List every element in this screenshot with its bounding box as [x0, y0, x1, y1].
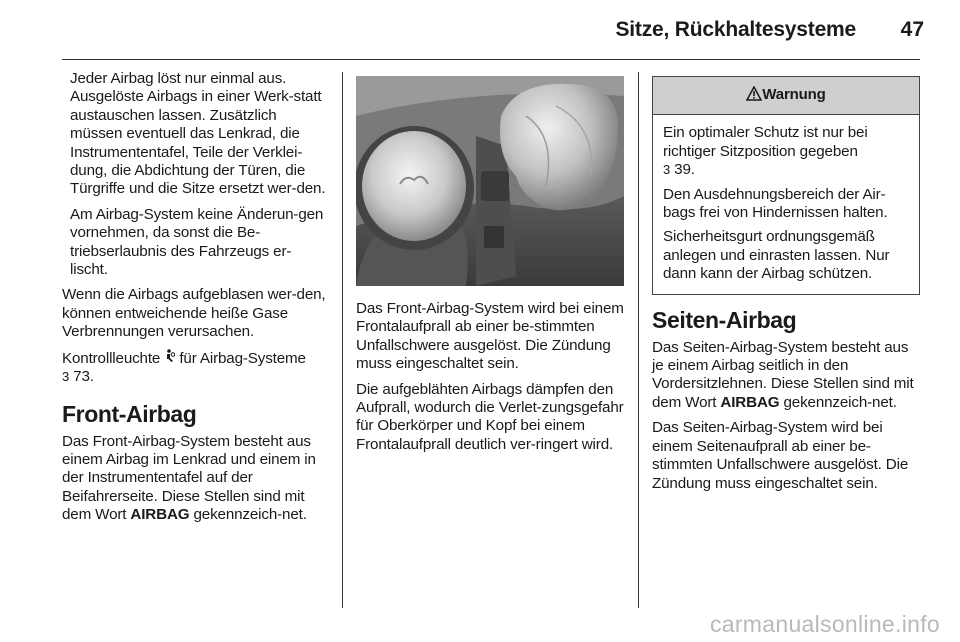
paragraph-control-light: Kontrollleuchte für Airbag-Systeme 3 73. [62, 349, 306, 386]
paragraph-hot-gases: Wenn die Airbags aufgeblasen wer-den, können entweichende heiße Gase Verbrennungen verursachen. [62, 286, 326, 341]
column-3 [652, 76, 920, 500]
column-divider-left [342, 72, 343, 608]
airbag-warning-icon [164, 350, 175, 367]
paragraph-airbag-replacement: Jeder Airbag löst nur einmal aus. Ausgelöste Airbags in einer Werk-statt austauschen lassen. Zusätzlich müssen eventuell das Lenkrad, die Instrumententafel, Teile der Verklei-dung, die Abdichtung der Türen, die Türgriffe und die Sitze ersetzt wer-den. [70, 70, 326, 198]
column-2 [356, 76, 628, 461]
column-1 [62, 70, 328, 532]
reference-arrow-icon: 3 [62, 369, 70, 385]
section-heading-front-airbag: Front-Airbag [62, 400, 197, 427]
paragraph-side-airbag-trigger: Das Seiten-Airbag-System wird bei einem Seitenaufprall ab einer be-stimmten Unfallschwere ausgelöst. Die Zündung muss eingeschaltet sein. [652, 419, 909, 492]
airbag-label: AIRBAG [720, 393, 780, 411]
paragraph-no-modifications: Am Airbag-System keine Änderun-gen vornehmen, da sonst die Be-triebserlaubnis des Fahrzeugs er-lischt. [70, 205, 324, 279]
paragraph-front-airbag-system: Das Front-Airbag-System besteht aus einem Airbag im Lenkrad und einem in der Instrumententafel auf der Beifahrerseite. Diese Stellen sind mit dem Wort AIRBAG gekennzeich-net. [62, 432, 316, 524]
reference-arrow-icon: 3 [663, 162, 671, 178]
warning-header [653, 77, 919, 115]
warning-box [652, 76, 920, 295]
paragraph-airbag-damping: Die aufgeblähten Airbags dämpfen den Aufprall, wodurch die Verlet-zungsgefahr für Oberkörper und Kopf bei einem Frontalaufprall deutlich ver-ringert wird. [356, 380, 624, 453]
page-reference-link[interactable]: 73. [73, 368, 94, 386]
warning-seat-position: Ein optimaler Schutz ist nur bei richtiger Sitzposition gegeben 3 39. [663, 124, 868, 179]
header-divider [62, 59, 920, 60]
warning-seatbelt: Sicherheitsgurt ordnungsgemäß anlegen und einrasten lassen. Nur dann kann der Airbag schützen. [663, 228, 890, 283]
paragraph-front-airbag-trigger: Das Front-Airbag-System wird bei einem Frontalaufprall ab einer be-stimmten Unfallschwere ausgelöst. Die Zündung muss eingeschaltet sein. [356, 300, 624, 373]
warning-body [653, 115, 919, 293]
warning-triangle-icon [746, 86, 762, 103]
car-interior-airbag-illustration [356, 76, 624, 286]
paragraph-side-airbag-system: Das Seiten-Airbag-System besteht aus je einem Airbag seitlich in den Vordersitzlehnen. Diese Stellen sind mit dem Wort AIRBAG gekennzeich-net. [652, 338, 914, 411]
warning-deployment-area: Den Ausdehnungsbereich der Air-bags frei von Hindernissen halten. [663, 185, 888, 222]
column-divider-right [638, 72, 639, 608]
airbag-label: AIRBAG [130, 506, 190, 524]
page-number: 47 [900, 18, 924, 41]
watermark: carmanualsonline.info [709, 611, 940, 637]
page-title: Sitze, Rückhaltesysteme [615, 18, 856, 41]
section-heading-side-airbag: Seiten-Airbag [652, 306, 797, 333]
page-header [0, 0, 960, 62]
page-reference-link[interactable]: 39. [674, 161, 695, 179]
warning-title: Warnung [762, 86, 826, 103]
